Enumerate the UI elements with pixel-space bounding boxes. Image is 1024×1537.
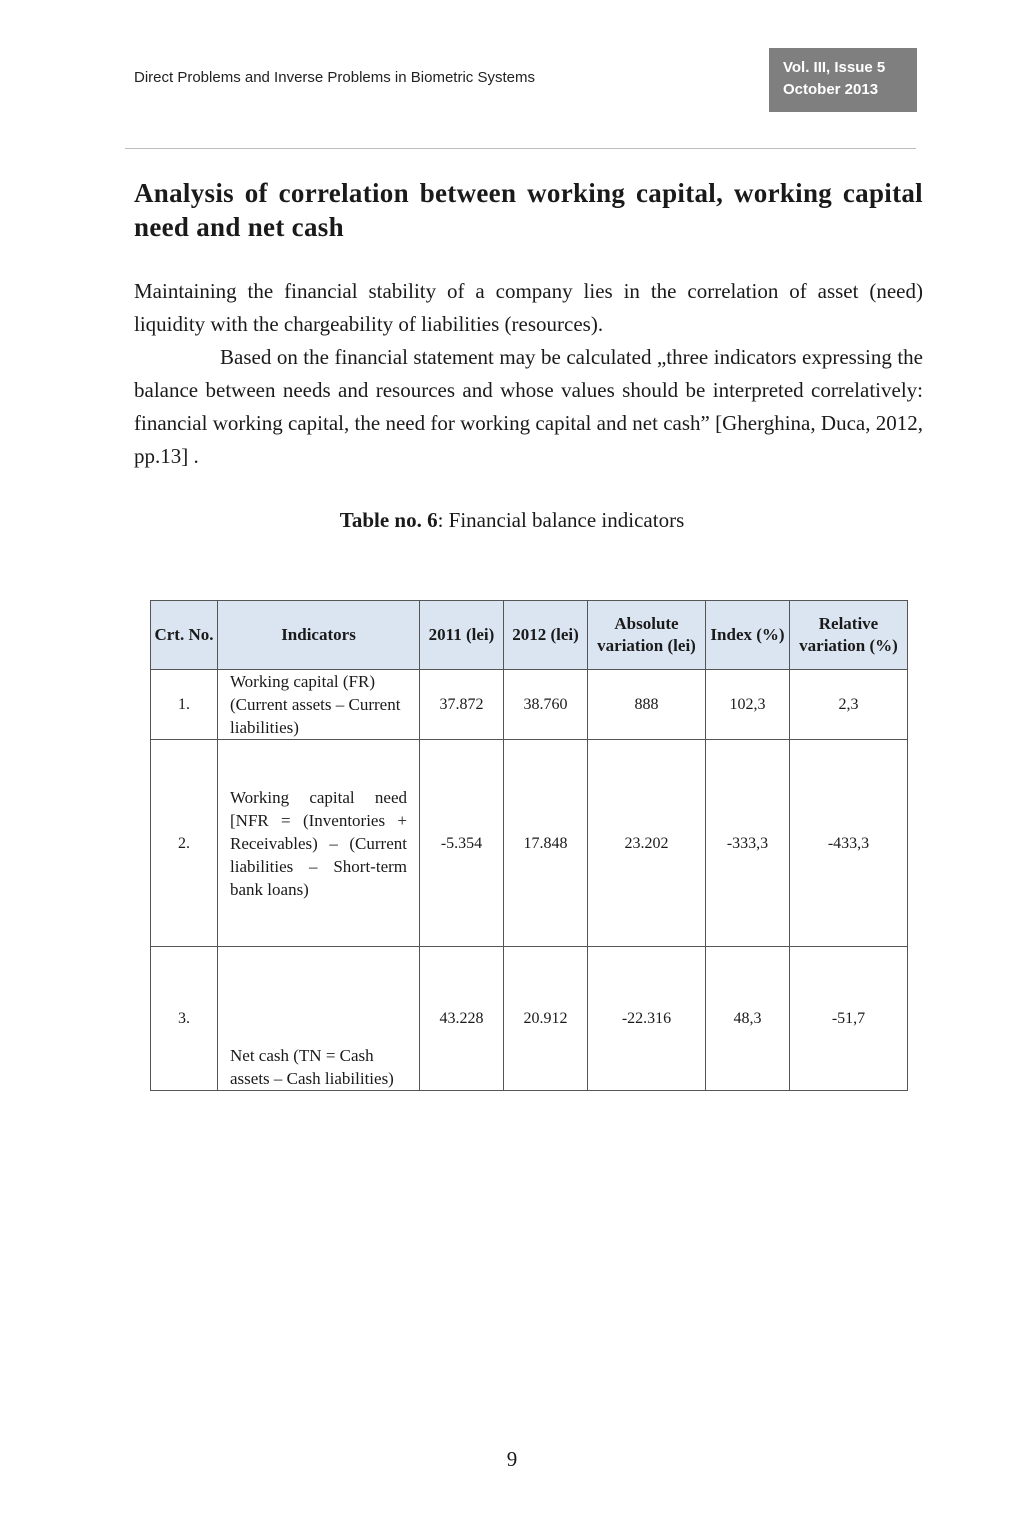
header-divider [125, 148, 916, 149]
cell-relative-variation: 2,3 [790, 670, 908, 740]
body-text [134, 275, 923, 473]
cell-indicator: Working capital (FR) (Current assets – Current liabilities) [218, 670, 420, 740]
table-caption-text: : Financial balance indicators [437, 508, 685, 532]
cell-index: 102,3 [706, 670, 790, 740]
cell-crt-no: 2. [151, 740, 218, 947]
cell-2011: 37.872 [420, 670, 504, 740]
cell-crt-no: 3. [151, 947, 218, 1091]
cell-relative-variation: -51,7 [790, 947, 908, 1091]
cell-indicator: Net cash (TN = Cash assets – Cash liabilities) [218, 947, 420, 1091]
cell-2012: 38.760 [504, 670, 588, 740]
section-heading: Analysis of correlation between working capital, working capital need and net cash [134, 178, 923, 242]
header-2012: 2012 (lei) [504, 601, 588, 670]
table-caption-label: Table no. 6 [339, 508, 438, 532]
header-absolute-variation: Absolute variation (lei) [588, 601, 706, 670]
header-relative-variation: Relative variation (%) [790, 601, 908, 670]
cell-index: 48,3 [706, 947, 790, 1091]
table-caption [0, 508, 1024, 533]
table-row [151, 947, 908, 1091]
issue-badge [769, 48, 917, 112]
cell-absolute-variation: 888 [588, 670, 706, 740]
financial-balance-table [150, 600, 908, 1091]
cell-absolute-variation: -22.316 [588, 947, 706, 1091]
cell-absolute-variation: 23.202 [588, 740, 706, 947]
header-indicators: Indicators [218, 601, 420, 670]
paragraph-1: Maintaining the financial stability of a company lies in the correlation of asset (need) liquidity with the chargeability of liabilities (resources). [134, 279, 923, 336]
paragraph-2: Based on the financial statement may be calculated „three indicators expressing the balance between needs and resources and whose values should be interpreted correlatively: financial working capital, the need for working capital and net cash” [Gherghina, Duca, 2012, pp.13] . [134, 345, 923, 468]
table-row [151, 670, 908, 740]
cell-crt-no: 1. [151, 670, 218, 740]
running-title: Direct Problems and Inverse Problems in Biometric Systems [134, 69, 535, 86]
cell-2012: 17.848 [504, 740, 588, 947]
cell-index: -333,3 [706, 740, 790, 947]
cell-2011: 43.228 [420, 947, 504, 1091]
header-crt-no: Crt. No. [151, 601, 218, 670]
table-row [151, 740, 908, 947]
cell-2011: -5.354 [420, 740, 504, 947]
issue-date: October 2013 [783, 81, 879, 98]
page-number: 9 [506, 1447, 518, 1471]
header-index: Index (%) [706, 601, 790, 670]
table-header-row [151, 601, 908, 670]
cell-relative-variation: -433,3 [790, 740, 908, 947]
issue-volume: Vol. III, Issue 5 [783, 59, 886, 76]
header-2011: 2011 (lei) [420, 601, 504, 670]
cell-indicator: Working capital need [NFR = (Inventories + Receivables) – (Current liabilities – Short-term bank loans) [218, 740, 420, 947]
cell-2012: 20.912 [504, 947, 588, 1091]
